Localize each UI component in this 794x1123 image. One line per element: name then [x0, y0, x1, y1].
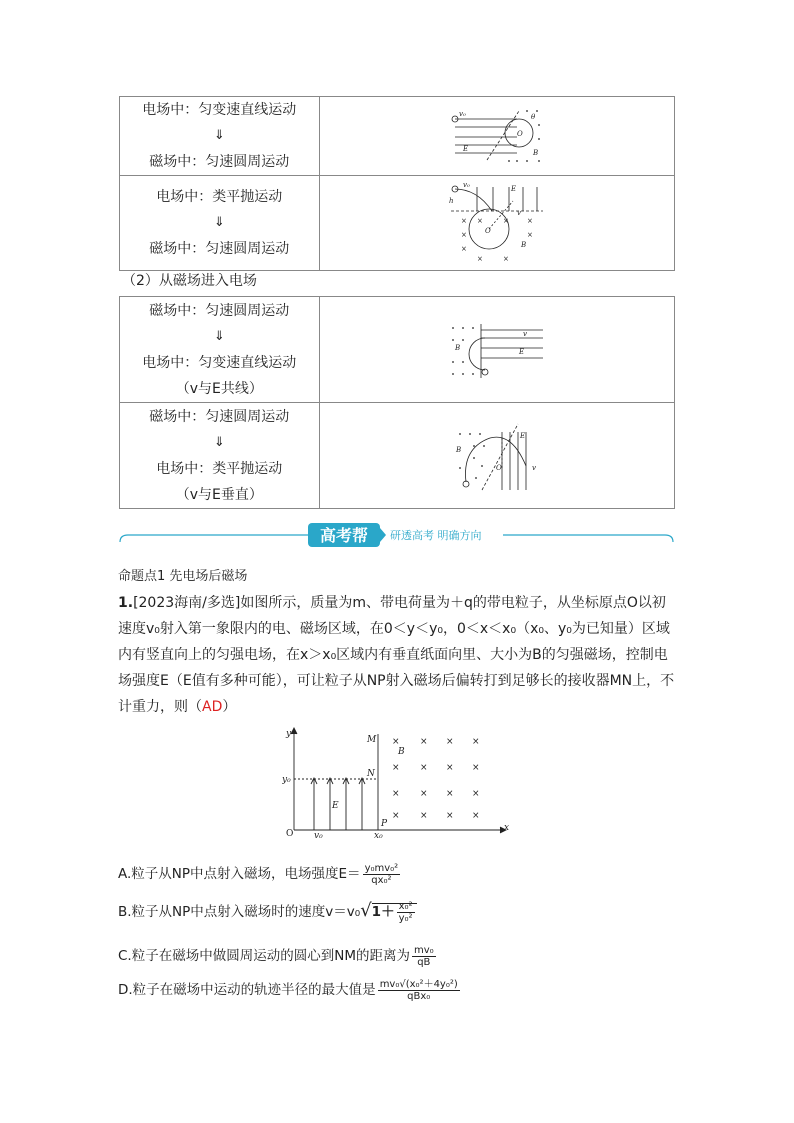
- table-row: [120, 297, 675, 403]
- fraction-numerator: y₀mv₀²: [364, 862, 399, 874]
- sqrt-body: [371, 900, 417, 924]
- option-text: C.粒子在磁场中做圆周运动的圆心到NM的距离为: [118, 948, 410, 964]
- fig-label: v₀: [458, 110, 466, 118]
- row-line: 磁场中：匀速圆周运动: [149, 302, 290, 319]
- fig-label: v: [522, 329, 527, 338]
- banner-title: 高考帮: [319, 526, 369, 545]
- question-source: [2023海南/多选]: [133, 595, 241, 611]
- fig-label: O: [495, 463, 502, 472]
- svg-text:×: ×: [460, 217, 467, 225]
- svg-text:×: ×: [446, 763, 454, 773]
- svg-text:×: ×: [472, 811, 480, 821]
- row-line: 磁场中：匀速圆周运动: [149, 241, 290, 257]
- row-line: 电场中：类平抛运动: [156, 460, 283, 477]
- svg-text:×: ×: [526, 231, 533, 239]
- svg-text:×: ×: [472, 789, 480, 799]
- table-cell-text: [120, 403, 320, 509]
- section-banner: [118, 520, 675, 550]
- svg-text:×: ×: [446, 811, 454, 821]
- magnetic-then-projectile-figure: [452, 418, 542, 494]
- option-c[interactable]: [118, 944, 438, 968]
- row-line: 电场中：类平抛运动: [156, 189, 283, 205]
- down-arrow-icon: ⇓: [213, 434, 225, 450]
- fraction-denominator: y₀²: [398, 912, 413, 924]
- projectile-then-circular-figure: [447, 181, 547, 265]
- table-row: [120, 97, 675, 176]
- fig-label: E: [519, 431, 525, 440]
- svg-text:×: ×: [392, 737, 400, 747]
- fraction: [412, 945, 436, 968]
- fig-label: O: [286, 829, 294, 838]
- option-text: A.粒子从NP中点射入磁场，电场强度E＝: [118, 866, 361, 882]
- svg-text:×: ×: [420, 763, 428, 773]
- fraction-denominator: qx₀²: [371, 874, 392, 886]
- down-arrow-icon: ⇓: [213, 128, 225, 143]
- fig-label: v: [531, 463, 536, 472]
- svg-text:×: ×: [392, 763, 400, 773]
- fig-label: v: [516, 209, 521, 217]
- svg-text:×: ×: [472, 737, 480, 747]
- svg-text:×: ×: [420, 789, 428, 799]
- fraction-numerator: mv₀: [413, 944, 434, 956]
- svg-text:×: ×: [446, 789, 454, 799]
- table-cell-figure: [319, 176, 674, 271]
- svg-text:×: ×: [502, 217, 509, 225]
- table-cell-figure: [319, 297, 674, 403]
- svg-text:×: ×: [472, 763, 480, 773]
- electric-then-magnetic-line-figure: [447, 105, 547, 167]
- fig-label: E: [518, 347, 524, 356]
- table-cell-figure: [319, 97, 674, 176]
- topic-heading: 命题点1 先电场后磁场: [118, 569, 248, 584]
- svg-text:×: ×: [502, 255, 509, 263]
- fig-label: P: [381, 819, 388, 829]
- table-cell-text: [120, 297, 320, 403]
- mode-table-2: [119, 296, 675, 509]
- fig-label: O: [516, 130, 523, 138]
- option-d[interactable]: [118, 978, 462, 1002]
- coordinate-field-figure: [282, 726, 512, 838]
- sqrt-term: 1＋: [371, 904, 395, 920]
- fig-label: v₀: [462, 181, 470, 189]
- fig-label: B: [398, 747, 405, 757]
- fig-label: y₀: [282, 775, 291, 785]
- svg-text:×: ×: [460, 245, 467, 253]
- question-text: 如图所示，质量为m、带电荷量为＋q的带电粒子，从坐标原点O以初速度v₀射入第一象限内的电、磁场区域，在0＜y＜y₀，0＜x＜x₀（x₀、y₀为已知量）区域内有竖直向上的匀强电场，在x＞x₀区域内有垂直纸面向里、大小为B的匀强磁场，控制电场强度E（E值有多种可能），可让粒子从NP射入磁场后偏转打到足够长的接收器MN上，不计重力，则（: [118, 595, 675, 715]
- option-text: D.粒子在磁场中运动的轨迹半径的最大值是: [118, 982, 376, 998]
- svg-text:×: ×: [392, 811, 400, 821]
- fraction: [378, 979, 460, 1002]
- row-line: 磁场中：匀速圆周运动: [149, 154, 290, 170]
- table-row: [120, 176, 675, 271]
- fraction-numerator: x₀²: [398, 900, 413, 912]
- answer-text: AD: [202, 699, 223, 715]
- question-close: ）: [222, 699, 237, 715]
- fig-label: θ: [530, 113, 536, 121]
- fig-label: E: [510, 185, 516, 193]
- svg-text:×: ×: [476, 217, 483, 225]
- svg-text:×: ×: [460, 231, 467, 239]
- fig-label: y: [286, 729, 292, 739]
- option-b[interactable]: [118, 900, 417, 924]
- fig-label: v₀: [314, 831, 323, 838]
- banner-subtitle: 研透高考 明确方向: [390, 529, 482, 542]
- question-stem: [118, 590, 678, 720]
- svg-text:×: ×: [420, 811, 428, 821]
- fig-label: M: [367, 735, 377, 745]
- fraction: [363, 863, 401, 886]
- svg-text:×: ×: [526, 217, 533, 225]
- fig-label: E: [332, 801, 339, 811]
- fig-label: B: [454, 343, 460, 352]
- down-arrow-icon: ⇓: [213, 328, 225, 344]
- row-line: 电场中：匀变速直线运动: [142, 102, 297, 118]
- option-text: B.粒子从NP中点射入磁场时的速度v＝v₀: [118, 904, 361, 920]
- fig-label: B: [532, 149, 538, 157]
- svg-text:×: ×: [392, 789, 400, 799]
- fraction-numerator: mv₀√(x₀²＋4y₀²): [379, 978, 458, 990]
- mode-table-1: [119, 96, 675, 271]
- fig-label: x₀: [374, 831, 383, 838]
- row-line: 电场中：匀变速直线运动: [142, 354, 297, 371]
- fig-label: h: [448, 197, 454, 205]
- fig-label: O: [484, 227, 491, 235]
- fig-label: B: [520, 241, 526, 249]
- fraction-denominator: qB: [417, 956, 431, 968]
- fig-label: x: [504, 823, 510, 833]
- svg-text:×: ×: [446, 737, 454, 747]
- table-cell-figure: [319, 403, 674, 509]
- down-arrow-icon: ⇓: [213, 215, 225, 230]
- table-row: [120, 403, 675, 509]
- svg-text:×: ×: [476, 255, 483, 263]
- fig-label: E: [462, 145, 468, 153]
- fraction: [397, 901, 415, 924]
- table-cell-text: [120, 97, 320, 176]
- option-a[interactable]: [118, 862, 402, 886]
- question-number: 1.: [118, 595, 134, 611]
- magnetic-then-electric-line-figure: [447, 320, 547, 380]
- row-line: （v与E共线）: [175, 380, 263, 397]
- fig-label: N: [367, 769, 375, 779]
- row-line: 磁场中：匀速圆周运动: [149, 408, 290, 425]
- fraction-denominator: qBx₀: [407, 990, 431, 1002]
- row-line: （v与E垂直）: [175, 486, 263, 503]
- fig-label: B: [455, 445, 461, 454]
- section-heading: （2）从磁场进入电场: [122, 273, 257, 289]
- table-cell-text: [120, 176, 320, 271]
- sqrt-icon: √: [360, 900, 372, 921]
- svg-text:×: ×: [420, 737, 428, 747]
